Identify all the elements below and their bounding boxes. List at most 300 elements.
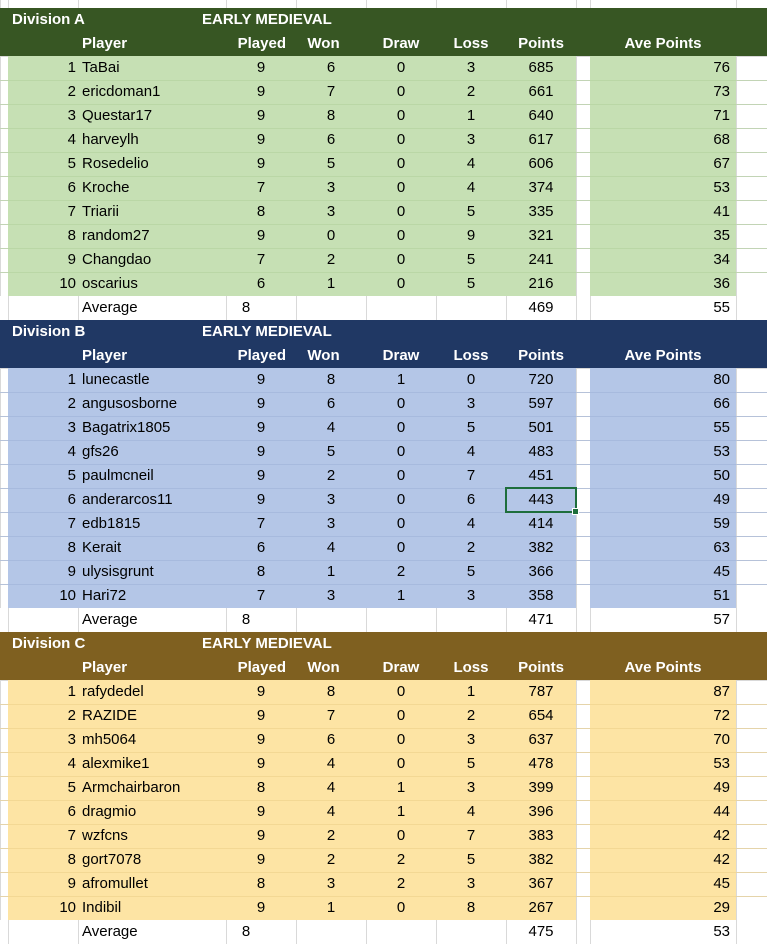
points-cell[interactable]: 606 (528, 155, 554, 172)
column-header-played[interactable]: Played (237, 659, 286, 676)
played-cell[interactable]: 9 (256, 707, 266, 724)
played-cell[interactable]: 8 (256, 203, 266, 220)
loss-cell[interactable]: 5 (466, 563, 476, 580)
column-header-won[interactable]: Won (307, 659, 340, 676)
played-cell[interactable]: 7 (256, 251, 266, 268)
rank-cell[interactable]: 6 (67, 179, 76, 196)
player-cell[interactable]: edb1815 (82, 515, 141, 532)
rank-cell[interactable]: 5 (67, 155, 76, 172)
points-cell[interactable]: 661 (528, 83, 554, 100)
column-header-draw[interactable]: Draw (382, 35, 420, 52)
draw-cell[interactable]: 1 (396, 371, 406, 388)
rank-cell[interactable]: 6 (67, 491, 76, 508)
column-header-loss[interactable]: Loss (453, 347, 489, 364)
played-cell[interactable]: 9 (256, 683, 266, 700)
ave-points-cell[interactable]: 66 (713, 395, 730, 412)
column-divider (436, 296, 437, 320)
points-cell[interactable]: 637 (528, 731, 554, 748)
points-cell[interactable]: 374 (528, 179, 554, 196)
draw-cell[interactable]: 0 (396, 419, 406, 436)
played-cell[interactable]: 9 (256, 419, 266, 436)
player-cell[interactable]: Indibil (82, 899, 122, 916)
rank-cell[interactable]: 8 (67, 539, 76, 556)
points-cell[interactable]: 654 (528, 707, 554, 724)
points-cell[interactable]: 382 (528, 851, 554, 868)
average-label[interactable]: Average (82, 611, 138, 628)
rank-cell[interactable]: 8 (67, 227, 76, 244)
won-cell[interactable]: 4 (326, 803, 336, 820)
draw-cell[interactable]: 0 (396, 179, 406, 196)
rank-cell[interactable]: 7 (67, 203, 76, 220)
draw-cell[interactable]: 2 (396, 875, 406, 892)
rank-cell[interactable]: 10 (59, 899, 76, 916)
loss-cell[interactable]: 1 (466, 683, 476, 700)
ave-points-cell[interactable]: 45 (713, 875, 730, 892)
average-played[interactable]: 8 (241, 923, 251, 940)
won-cell[interactable]: 1 (326, 899, 336, 916)
points-cell[interactable]: 451 (528, 467, 554, 484)
points-cell[interactable]: 414 (528, 515, 554, 532)
column-header-points[interactable]: Points (518, 659, 564, 676)
points-cell[interactable]: 396 (528, 803, 554, 820)
played-cell[interactable]: 7 (256, 179, 266, 196)
player-cell[interactable]: rafydedel (82, 683, 144, 700)
loss-cell[interactable]: 7 (466, 467, 476, 484)
ave-points-cell[interactable]: 71 (713, 107, 730, 124)
loss-cell[interactable]: 3 (466, 59, 476, 76)
loss-cell[interactable]: 7 (466, 827, 476, 844)
loss-cell[interactable]: 3 (466, 731, 476, 748)
won-cell[interactable]: 8 (326, 371, 336, 388)
won-cell[interactable]: 6 (326, 131, 336, 148)
rank-cell[interactable]: 1 (67, 683, 76, 700)
column-divider (78, 296, 79, 320)
ave-points-cell[interactable]: 45 (713, 563, 730, 580)
draw-cell[interactable]: 0 (396, 827, 406, 844)
average-ave-points[interactable]: 53 (713, 923, 730, 940)
player-cell[interactable]: harveylh (82, 131, 139, 148)
ave-points-cell[interactable]: 42 (713, 827, 730, 844)
loss-cell[interactable]: 5 (466, 275, 476, 292)
draw-cell[interactable]: 0 (396, 539, 406, 556)
player-cell[interactable]: TaBai (82, 59, 120, 76)
draw-cell[interactable]: 1 (396, 779, 406, 796)
won-cell[interactable]: 0 (326, 227, 336, 244)
rank-cell[interactable]: 9 (67, 563, 76, 580)
draw-cell[interactable]: 1 (396, 803, 406, 820)
column-header-player[interactable]: Player (82, 35, 128, 52)
loss-cell[interactable]: 2 (466, 83, 476, 100)
points-cell[interactable]: 483 (528, 443, 554, 460)
won-cell[interactable]: 3 (326, 179, 336, 196)
era-label[interactable]: EARLY MEDIEVAL (202, 323, 332, 340)
played-cell[interactable]: 9 (256, 395, 266, 412)
loss-cell[interactable]: 4 (466, 179, 476, 196)
ave-points-cell[interactable]: 76 (713, 59, 730, 76)
player-cell[interactable]: angusosborne (82, 395, 178, 412)
points-cell[interactable]: 382 (528, 539, 554, 556)
won-cell[interactable]: 2 (326, 827, 336, 844)
rank-cell[interactable]: 5 (67, 779, 76, 796)
loss-cell[interactable]: 3 (466, 395, 476, 412)
column-header-player[interactable]: Player (82, 659, 128, 676)
column-header-loss[interactable]: Loss (453, 659, 489, 676)
won-cell[interactable]: 4 (326, 539, 336, 556)
rank-cell[interactable]: 5 (67, 467, 76, 484)
column-divider (736, 296, 737, 320)
won-cell[interactable]: 5 (326, 155, 336, 172)
won-cell[interactable]: 3 (326, 491, 336, 508)
column-header-ave[interactable]: Ave Points (624, 35, 702, 52)
played-cell[interactable]: 9 (256, 227, 266, 244)
points-cell[interactable]: 366 (528, 563, 554, 580)
loss-cell[interactable]: 6 (466, 491, 476, 508)
ave-points-cell[interactable]: 68 (713, 131, 730, 148)
ave-points-cell[interactable]: 50 (713, 467, 730, 484)
loss-cell[interactable]: 0 (466, 371, 476, 388)
player-cell[interactable]: paulmcneil (82, 467, 154, 484)
points-cell[interactable]: 685 (528, 59, 554, 76)
points-cell[interactable]: 367 (528, 875, 554, 892)
draw-cell[interactable]: 1 (396, 587, 406, 604)
draw-cell[interactable]: 0 (396, 59, 406, 76)
loss-cell[interactable]: 3 (466, 875, 476, 892)
rank-cell[interactable]: 2 (67, 83, 76, 100)
won-cell[interactable]: 1 (326, 275, 336, 292)
draw-cell[interactable]: 0 (396, 683, 406, 700)
column-header-points[interactable]: Points (518, 35, 564, 52)
ave-points-cell[interactable]: 36 (713, 275, 730, 292)
draw-cell[interactable]: 0 (396, 107, 406, 124)
ave-points-cell[interactable]: 59 (713, 515, 730, 532)
rank-cell[interactable]: 1 (67, 59, 76, 76)
points-cell[interactable]: 335 (528, 203, 554, 220)
rank-cell[interactable]: 1 (67, 371, 76, 388)
played-cell[interactable]: 9 (256, 155, 266, 172)
column-header-loss[interactable]: Loss (453, 35, 489, 52)
rank-cell[interactable]: 10 (59, 275, 76, 292)
points-cell[interactable]: 720 (528, 371, 554, 388)
average-ave-points[interactable]: 57 (713, 611, 730, 628)
player-cell[interactable]: Kroche (82, 179, 130, 196)
played-cell[interactable]: 9 (256, 731, 266, 748)
loss-cell[interactable]: 3 (466, 131, 476, 148)
ave-points-cell[interactable]: 73 (713, 83, 730, 100)
table-row (0, 488, 767, 512)
ave-points-cell[interactable]: 42 (713, 851, 730, 868)
ave-points-cell[interactable]: 72 (713, 707, 730, 724)
table-row (0, 200, 767, 224)
played-cell[interactable]: 7 (256, 587, 266, 604)
draw-cell[interactable]: 0 (396, 155, 406, 172)
played-cell[interactable]: 9 (256, 371, 266, 388)
player-cell[interactable]: oscarius (82, 275, 138, 292)
ave-points-cell[interactable]: 41 (713, 203, 730, 220)
draw-cell[interactable]: 0 (396, 515, 406, 532)
loss-cell[interactable]: 2 (466, 707, 476, 724)
average-row (0, 920, 767, 944)
ave-points-cell[interactable]: 49 (713, 491, 730, 508)
column-header-ave[interactable]: Ave Points (624, 659, 702, 676)
ave-points-cell[interactable]: 87 (713, 683, 730, 700)
column-header-draw[interactable]: Draw (382, 659, 420, 676)
points-cell[interactable]: 640 (528, 107, 554, 124)
player-cell[interactable]: wzfcns (82, 827, 128, 844)
rank-cell[interactable]: 6 (67, 803, 76, 820)
played-cell[interactable]: 9 (256, 443, 266, 460)
points-cell[interactable]: 241 (528, 251, 554, 268)
draw-cell[interactable]: 0 (396, 755, 406, 772)
rank-cell[interactable]: 7 (67, 515, 76, 532)
rank-cell[interactable]: 3 (67, 107, 76, 124)
player-cell[interactable]: Changdao (82, 251, 152, 268)
column-header-ave[interactable]: Ave Points (624, 347, 702, 364)
player-cell[interactable]: mh5064 (82, 731, 137, 748)
column-header-draw[interactable]: Draw (382, 347, 420, 364)
division-name[interactable]: Division B (12, 323, 86, 340)
won-cell[interactable]: 4 (326, 419, 336, 436)
era-label[interactable]: EARLY MEDIEVAL (202, 635, 332, 652)
player-cell[interactable]: RAZIDE (82, 707, 138, 724)
points-cell[interactable]: 478 (528, 755, 554, 772)
player-cell[interactable]: afromullet (82, 875, 148, 892)
won-cell[interactable]: 1 (326, 563, 336, 580)
won-cell[interactable]: 7 (326, 83, 336, 100)
loss-cell[interactable]: 4 (466, 155, 476, 172)
points-cell[interactable]: 443 (528, 491, 554, 508)
average-ave-points[interactable]: 55 (713, 299, 730, 316)
won-cell[interactable]: 4 (326, 755, 336, 772)
player-cell[interactable]: ericdoman1 (82, 83, 161, 100)
average-label[interactable]: Average (82, 299, 138, 316)
rank-cell[interactable]: 9 (67, 875, 76, 892)
won-cell[interactable]: 8 (326, 107, 336, 124)
played-cell[interactable]: 9 (256, 755, 266, 772)
ave-points-cell[interactable]: 34 (713, 251, 730, 268)
ave-points-cell[interactable]: 51 (713, 587, 730, 604)
rank-cell[interactable]: 8 (67, 851, 76, 868)
won-cell[interactable]: 6 (326, 731, 336, 748)
column-divider (366, 296, 367, 320)
player-cell[interactable]: Triarii (82, 203, 119, 220)
rank-cell[interactable]: 9 (67, 251, 76, 268)
player-cell[interactable]: Kerait (82, 539, 122, 556)
average-played[interactable]: 8 (241, 299, 251, 316)
draw-cell[interactable]: 2 (396, 851, 406, 868)
average-row (0, 296, 767, 320)
player-cell[interactable]: Hari72 (82, 587, 127, 604)
column-header-won[interactable]: Won (307, 347, 340, 364)
won-cell[interactable]: 2 (326, 467, 336, 484)
ave-points-cell[interactable]: 53 (713, 179, 730, 196)
table-row (0, 776, 767, 800)
played-cell[interactable]: 8 (256, 779, 266, 796)
played-cell[interactable]: 8 (256, 875, 266, 892)
ave-points-cell[interactable]: 35 (713, 227, 730, 244)
points-cell[interactable]: 383 (528, 827, 554, 844)
division-block (0, 8, 767, 320)
average-played[interactable]: 8 (241, 611, 251, 628)
points-cell[interactable]: 267 (528, 899, 554, 916)
won-cell[interactable]: 6 (326, 395, 336, 412)
points-cell[interactable]: 358 (528, 587, 554, 604)
points-cell[interactable]: 216 (528, 275, 554, 292)
played-cell[interactable]: 9 (256, 899, 266, 916)
draw-cell[interactable]: 0 (396, 899, 406, 916)
player-cell[interactable]: Bagatrix1805 (82, 419, 171, 436)
played-cell[interactable]: 9 (256, 131, 266, 148)
won-cell[interactable]: 3 (326, 875, 336, 892)
loss-cell[interactable]: 3 (466, 587, 476, 604)
average-points[interactable]: 475 (528, 923, 554, 940)
points-cell[interactable]: 597 (528, 395, 554, 412)
player-cell[interactable]: Questar17 (82, 107, 153, 124)
player-cell[interactable]: random27 (82, 227, 150, 244)
played-cell[interactable]: 9 (256, 83, 266, 100)
ave-points-cell[interactable]: 67 (713, 155, 730, 172)
player-cell[interactable]: gfs26 (82, 443, 119, 460)
column-header-player[interactable]: Player (82, 347, 128, 364)
rank-cell[interactable]: 4 (67, 755, 76, 772)
division-block (0, 320, 767, 632)
played-cell[interactable]: 9 (256, 467, 266, 484)
draw-cell[interactable]: 0 (396, 707, 406, 724)
draw-cell[interactable]: 0 (396, 491, 406, 508)
rank-cell[interactable]: 2 (67, 395, 76, 412)
column-divider (78, 608, 79, 632)
won-cell[interactable]: 2 (326, 851, 336, 868)
ave-points-cell[interactable]: 53 (713, 443, 730, 460)
won-cell[interactable]: 6 (326, 59, 336, 76)
points-cell[interactable]: 617 (528, 131, 554, 148)
loss-cell[interactable]: 8 (466, 899, 476, 916)
draw-cell[interactable]: 0 (396, 395, 406, 412)
player-cell[interactable]: gort7078 (82, 851, 142, 868)
rank-cell[interactable]: 10 (59, 587, 76, 604)
played-cell[interactable]: 9 (256, 107, 266, 124)
ave-points-cell[interactable]: 53 (713, 755, 730, 772)
loss-cell[interactable]: 5 (466, 419, 476, 436)
played-cell[interactable]: 7 (256, 515, 266, 532)
loss-cell[interactable]: 2 (466, 539, 476, 556)
loss-cell[interactable]: 5 (466, 755, 476, 772)
won-cell[interactable]: 5 (326, 443, 336, 460)
draw-cell[interactable]: 0 (396, 83, 406, 100)
average-label[interactable]: Average (82, 923, 138, 940)
draw-cell[interactable]: 2 (396, 563, 406, 580)
era-label[interactable]: EARLY MEDIEVAL (202, 11, 332, 28)
player-cell[interactable]: anderarcos11 (82, 491, 173, 508)
won-cell[interactable]: 2 (326, 251, 336, 268)
points-cell[interactable]: 321 (528, 227, 554, 244)
column-divider (590, 920, 591, 944)
ave-points-cell[interactable]: 80 (713, 371, 730, 388)
points-cell[interactable]: 501 (528, 419, 554, 436)
won-cell[interactable]: 8 (326, 683, 336, 700)
draw-cell[interactable]: 0 (396, 443, 406, 460)
ave-points-cell[interactable]: 55 (713, 419, 730, 436)
ave-points-cell[interactable]: 70 (713, 731, 730, 748)
loss-cell[interactable]: 4 (466, 803, 476, 820)
table-row (0, 512, 767, 536)
loss-cell[interactable]: 3 (466, 779, 476, 796)
played-cell[interactable]: 8 (256, 563, 266, 580)
table-row (0, 272, 767, 296)
column-header-played[interactable]: Played (237, 35, 286, 52)
ave-points-cell[interactable]: 44 (713, 803, 730, 820)
rank-cell[interactable]: 4 (67, 131, 76, 148)
won-cell[interactable]: 3 (326, 203, 336, 220)
player-cell[interactable]: lunecastle (82, 371, 150, 388)
draw-cell[interactable]: 0 (396, 275, 406, 292)
draw-cell[interactable]: 0 (396, 467, 406, 484)
table-row (0, 536, 767, 560)
table-row (0, 584, 767, 608)
draw-cell[interactable]: 0 (396, 131, 406, 148)
rank-cell[interactable]: 4 (67, 443, 76, 460)
loss-cell[interactable]: 4 (466, 515, 476, 532)
column-header-points[interactable]: Points (518, 347, 564, 364)
played-cell[interactable]: 9 (256, 827, 266, 844)
ave-points-cell[interactable]: 49 (713, 779, 730, 796)
draw-cell[interactable]: 0 (396, 227, 406, 244)
rank-cell[interactable]: 3 (67, 731, 76, 748)
played-cell[interactable]: 9 (256, 803, 266, 820)
loss-cell[interactable]: 5 (466, 851, 476, 868)
table-row (0, 152, 767, 176)
division-name[interactable]: Division C (12, 635, 86, 652)
loss-cell[interactable]: 5 (466, 251, 476, 268)
average-points[interactable]: 471 (528, 611, 554, 628)
played-cell[interactable]: 9 (256, 59, 266, 76)
player-cell[interactable]: ulysisgrunt (82, 563, 154, 580)
played-cell[interactable]: 9 (256, 851, 266, 868)
player-cell[interactable]: alexmike1 (82, 755, 150, 772)
loss-cell[interactable]: 9 (466, 227, 476, 244)
played-cell[interactable]: 6 (256, 539, 266, 556)
division-name[interactable]: Division A (12, 11, 85, 28)
column-header-won[interactable]: Won (307, 35, 340, 52)
won-cell[interactable]: 7 (326, 707, 336, 724)
won-cell[interactable]: 3 (326, 587, 336, 604)
won-cell[interactable]: 3 (326, 515, 336, 532)
rank-cell[interactable]: 2 (67, 707, 76, 724)
played-cell[interactable]: 6 (256, 275, 266, 292)
column-header-played[interactable]: Played (237, 347, 286, 364)
points-cell[interactable]: 787 (528, 683, 554, 700)
division-title-row (0, 320, 767, 344)
ave-points-cell[interactable]: 29 (713, 899, 730, 916)
draw-cell[interactable]: 0 (396, 203, 406, 220)
loss-cell[interactable]: 1 (466, 107, 476, 124)
player-cell[interactable]: Rosedelio (82, 155, 149, 172)
loss-cell[interactable]: 4 (466, 443, 476, 460)
loss-cell[interactable]: 5 (466, 203, 476, 220)
points-cell[interactable]: 399 (528, 779, 554, 796)
average-row (0, 608, 767, 632)
average-points[interactable]: 469 (528, 299, 554, 316)
rank-cell[interactable]: 3 (67, 419, 76, 436)
played-cell[interactable]: 9 (256, 491, 266, 508)
won-cell[interactable]: 4 (326, 779, 336, 796)
rank-cell[interactable]: 7 (67, 827, 76, 844)
selected-cell-outline[interactable] (505, 487, 577, 513)
player-cell[interactable]: Armchairbaron (82, 779, 181, 796)
draw-cell[interactable]: 0 (396, 251, 406, 268)
player-cell[interactable]: dragmio (82, 803, 137, 820)
ave-points-cell[interactable]: 63 (713, 539, 730, 556)
draw-cell[interactable]: 0 (396, 731, 406, 748)
